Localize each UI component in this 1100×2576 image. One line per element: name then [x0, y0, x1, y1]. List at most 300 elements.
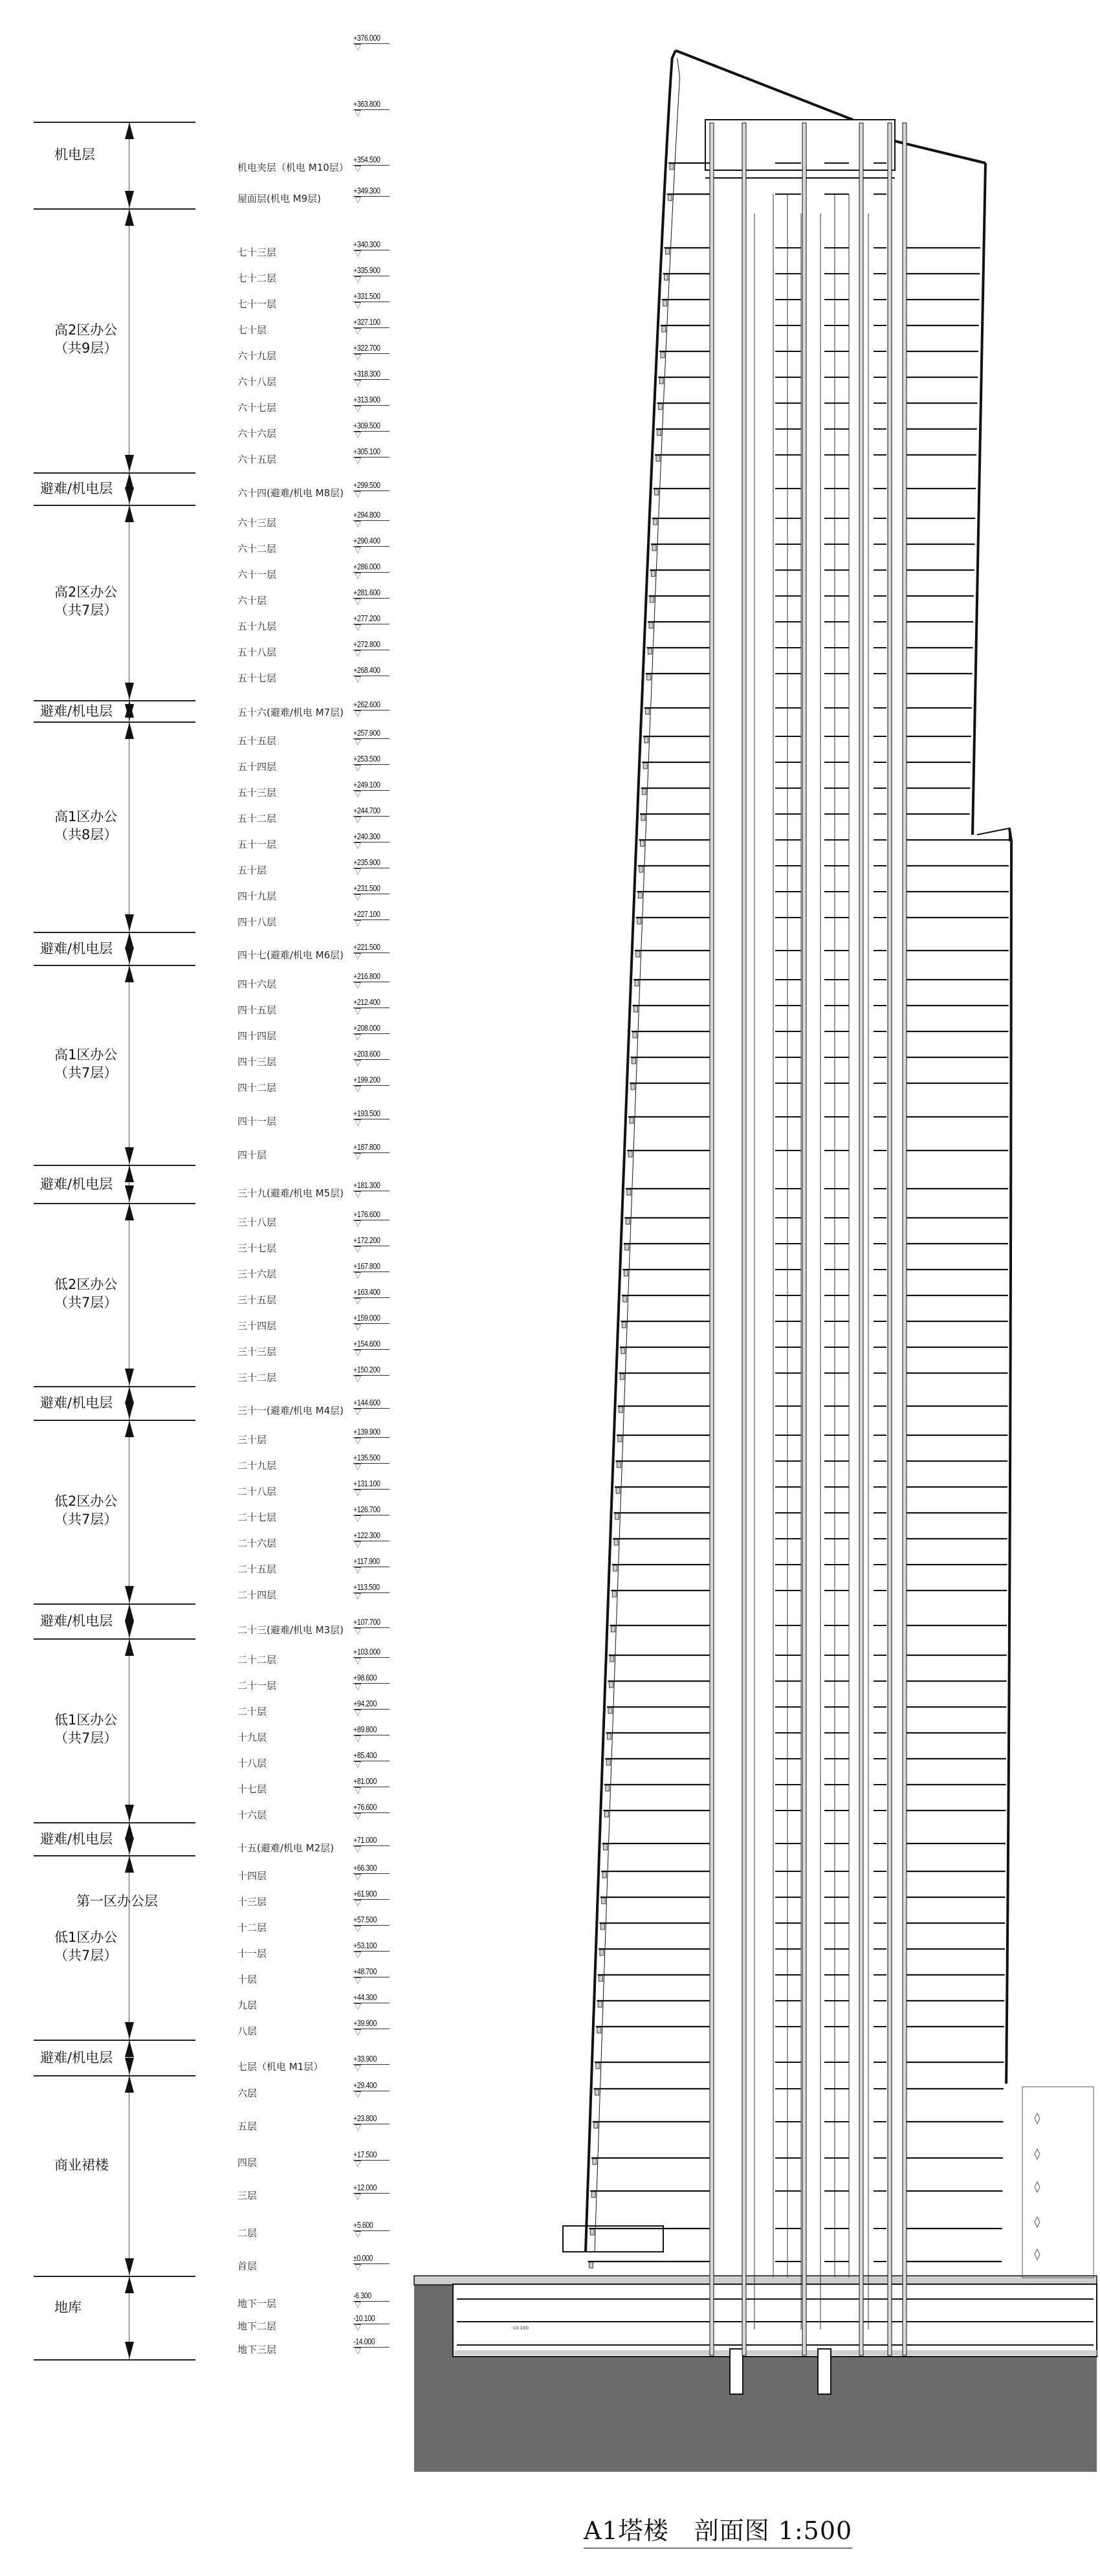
elevation-marker [353, 998, 390, 1015]
floor-label: 五十层 [237, 864, 267, 876]
edge-beam [668, 195, 672, 201]
zone-label-refuge-m1 [40, 2049, 113, 2067]
zone-floor-count: （共7层） [54, 1730, 118, 1746]
elevation-value: +305.100 [353, 446, 380, 456]
zone-label-high2-lower [54, 583, 117, 619]
zone-boundary-line [34, 208, 195, 210]
zone-boundary-line [34, 122, 195, 123]
arrowhead-down-icon [125, 914, 134, 931]
elevation-value: -6.300 [353, 2291, 371, 2300]
elevation-triangle-icon [355, 1119, 361, 1126]
elevation-triangle-icon [355, 2324, 361, 2331]
floor-label: 四十四层 [237, 1030, 277, 1042]
elevation-value: +286.000 [353, 562, 380, 571]
elevation-triangle-icon [355, 1710, 361, 1716]
elevation-value: +61.900 [353, 1889, 377, 1899]
elevator-door-icon [1035, 2182, 1040, 2192]
floor-label: 十六层 [237, 1809, 267, 1821]
edge-beam [615, 1514, 619, 1519]
elevation-marker [353, 858, 390, 875]
zone-floor-count: （共9层） [54, 340, 118, 356]
elevation-marker [353, 943, 390, 960]
elevation-marker [353, 1181, 390, 1198]
elevation-triangle-icon [355, 1628, 361, 1635]
elevation-triangle-icon [355, 491, 361, 498]
elevation-value: +294.800 [353, 510, 380, 520]
zone-name: 低2区办公 [54, 1493, 118, 1509]
elevation-marker [353, 1803, 390, 1820]
floor-label: 三十层 [237, 1434, 267, 1446]
elevation-value: +139.900 [353, 1427, 380, 1437]
elevation-triangle-icon [355, 1350, 361, 1356]
edge-beam [665, 248, 669, 254]
edge-beam [624, 1270, 628, 1276]
arrowhead-up-icon [125, 1856, 134, 1873]
arrowhead-up-icon [125, 965, 134, 982]
elevation-triangle-icon [355, 650, 361, 657]
elevation-marker [353, 972, 390, 989]
edge-beam [649, 622, 653, 628]
edge-beam [656, 456, 660, 461]
zone-floor-count: （共8层） [54, 826, 118, 842]
elevation-marker [353, 1143, 390, 1160]
floor-label: 二十四层 [237, 1589, 277, 1601]
elevation-triangle-icon [355, 2003, 361, 2010]
arrowhead-up-icon [125, 722, 134, 739]
elevation-marker [353, 1889, 390, 1906]
floor-label: 十一层 [237, 1948, 267, 1959]
elevation-marker [353, 614, 390, 631]
zone-label-refuge-m4 [40, 1394, 113, 1412]
elevation-marker [353, 562, 390, 579]
edge-beam [613, 1565, 617, 1571]
elevation-value: +44.300 [353, 1992, 377, 2002]
elevation-value: +272.800 [353, 639, 380, 649]
elevation-value: +277.200 [353, 613, 380, 623]
arrowhead-down-icon [125, 704, 134, 721]
elevation-triangle-icon [355, 302, 361, 309]
edge-beam [625, 1244, 629, 1250]
floor-label: 十五(避难/机电 M2层) [237, 1842, 335, 1854]
arrowhead-down-icon [125, 2342, 134, 2359]
floor-label: 三十四层 [237, 1320, 277, 1332]
arrowhead-up-icon [125, 2276, 134, 2293]
elevation-triangle-icon [355, 2302, 361, 2308]
elevation-marker [353, 2337, 390, 2354]
edge-beam [650, 597, 654, 602]
arrowhead-down-icon [125, 1805, 134, 1822]
elevation-value: +33.900 [353, 2054, 377, 2064]
elevation-value: +363.800 [353, 99, 380, 109]
floor-label: 九层 [237, 1999, 258, 2011]
arrowhead-down-icon [125, 2258, 134, 2275]
elevation-triangle-icon [355, 1761, 361, 1768]
edge-beam [604, 1811, 608, 1817]
elevation-marker [353, 640, 390, 657]
edge-beam [628, 1151, 632, 1157]
elevation-value: +167.800 [353, 1261, 380, 1271]
edge-beam [598, 2001, 602, 2007]
zone-boundary-line [34, 1203, 195, 1204]
floor-label: 二十七层 [237, 1512, 277, 1523]
elevation-marker [353, 186, 390, 203]
elevation-value: +85.400 [353, 1750, 377, 1760]
elevation-value: +376.000 [353, 33, 380, 43]
elevation-marker [353, 292, 390, 309]
arrowhead-up-icon [125, 209, 134, 226]
elevation-marker [353, 1967, 390, 1984]
floor-label: 五十七层 [237, 672, 277, 684]
floor-label: 五十六(避难/机电 M7层) [237, 707, 344, 718]
elevation-marker [353, 1618, 390, 1635]
elevation-triangle-icon [355, 1684, 361, 1690]
elevation-value: +349.300 [353, 186, 380, 195]
elevation-marker [353, 832, 390, 849]
elevation-value: +244.700 [353, 806, 380, 815]
arrowhead-up-icon [125, 1604, 134, 1621]
zone-boundary-line [34, 932, 195, 933]
floor-label: 六十八层 [237, 376, 277, 388]
elevation-value: +335.900 [353, 265, 380, 275]
edge-beam [597, 2027, 601, 2033]
edge-beam [621, 1348, 625, 1354]
floor-label: 十层 [237, 1974, 258, 1985]
elevation-triangle-icon [355, 1153, 361, 1160]
zone-label-refuge-m2 [40, 1830, 113, 1848]
elevation-triangle-icon [355, 1246, 361, 1253]
elevation-value: +23.800 [353, 2113, 377, 2123]
elevation-marker [353, 1647, 390, 1664]
arrowhead-down-icon [125, 1621, 134, 1638]
zone-name: 高2区办公 [54, 584, 118, 600]
zone-name: 商业裙楼 [54, 2157, 109, 2173]
elevation-triangle-icon [355, 894, 361, 901]
floor-label: 五十五层 [237, 735, 277, 747]
elevation-marker [353, 2150, 390, 2167]
floor-label: 三十七层 [237, 1242, 277, 1254]
elevation-triangle-icon [355, 1464, 361, 1470]
zone-boundary-line [34, 505, 195, 506]
elevation-marker [353, 266, 390, 283]
elevation-triangle-icon [355, 1977, 361, 1984]
arrowhead-down-icon [125, 487, 134, 504]
elevation-value: +113.500 [353, 1582, 380, 1592]
elevation-marker [353, 2019, 390, 2036]
floor-label: 三十三层 [237, 1346, 277, 1358]
elevation-value: -14.000 [353, 2337, 375, 2346]
arrowhead-up-icon [125, 1387, 134, 1404]
zone-name: 机电层 [54, 147, 95, 162]
elevation-triangle-icon [355, 573, 361, 579]
zone-label-refuge-m5 [40, 1175, 113, 1193]
elevation-triangle-icon [355, 2264, 361, 2271]
elevation-marker [353, 780, 390, 797]
elevation-triangle-icon [355, 1272, 361, 1279]
elevation-value: +131.100 [353, 1479, 380, 1488]
grade-slab [414, 2276, 1097, 2285]
elevation-marker [353, 100, 390, 116]
edge-beam [612, 1591, 616, 1597]
zone-boundary-line [34, 2276, 195, 2277]
floor-label: 四十层 [237, 1149, 267, 1161]
elevation-value: +193.500 [353, 1108, 380, 1118]
arrowhead-down-icon [125, 1369, 134, 1385]
floor-label: 四十八层 [237, 916, 277, 928]
elevation-marker [353, 2054, 390, 2071]
core-wall [888, 123, 892, 2355]
edge-beam [633, 1032, 637, 1038]
elevation-marker [353, 1557, 390, 1574]
floor-label: 屋面层(机电 M9层) [237, 193, 321, 204]
arrowhead-down-icon [125, 1586, 134, 1603]
elevation-triangle-icon [355, 739, 361, 745]
elevation-triangle-icon [355, 1787, 361, 1794]
elevation-marker [353, 481, 390, 498]
foundation-pile [818, 2349, 831, 2394]
core-wall [710, 123, 714, 2355]
floor-label: 机电夹层（机电 M10层） [237, 162, 349, 173]
edge-beam [627, 1189, 631, 1195]
arrowhead-up-icon [125, 1165, 134, 1182]
core-wall [903, 123, 907, 2355]
elevation-value: +181.300 [353, 1180, 380, 1190]
zone-boundary-line [34, 1165, 195, 1166]
elevation-marker [353, 1288, 390, 1305]
elevator-door-icon [1035, 2217, 1040, 2227]
elevation-marker [353, 1915, 390, 1932]
elevation-triangle-icon [355, 1846, 361, 1853]
edge-beam [659, 378, 663, 384]
zone-boundary-line [34, 1638, 195, 1640]
arrowhead-up-icon [125, 1639, 134, 1656]
edge-beam [644, 737, 648, 743]
elevation-marker [353, 395, 390, 412]
elevation-triangle-icon [355, 1409, 361, 1415]
elevation-value: +5.600 [353, 2220, 373, 2230]
elevation-triangle-icon [355, 2161, 361, 2167]
elevation-marker [353, 2114, 390, 2131]
floor-label: 七十层 [237, 324, 267, 336]
elevation-triangle-icon [355, 868, 361, 875]
floor-label: 八层 [237, 2025, 258, 2037]
floor-label: 五十一层 [237, 839, 277, 850]
elevation-triangle-icon [355, 1541, 361, 1548]
elevation-triangle-icon [355, 2029, 361, 2036]
zone-boundary-line [34, 1822, 195, 1823]
elevation-triangle-icon [355, 791, 361, 797]
elevation-marker [353, 884, 390, 901]
elevation-triangle-icon [355, 547, 361, 553]
arrowhead-down-icon [125, 683, 134, 699]
arrowhead-up-icon [125, 2076, 134, 2093]
elevation-marker [353, 1050, 390, 1066]
zone-boundary-line [34, 700, 195, 701]
floor-label: 六十一层 [237, 569, 277, 580]
elevation-marker [353, 700, 390, 717]
edge-beam [614, 1539, 618, 1545]
zone-name: 避难/机电层 [40, 2049, 113, 2065]
zone-name: 高1区办公 [54, 808, 118, 824]
elevation-marker [353, 1453, 390, 1470]
edge-beam [622, 1322, 626, 1328]
basement-slab [454, 2350, 1097, 2355]
edge-beam [606, 1785, 610, 1791]
elevation-marker [353, 1505, 390, 1522]
elevation-value: +53.100 [353, 1941, 377, 1950]
floor-label: 地下一层 [237, 2298, 277, 2309]
elevation-marker [353, 1109, 390, 1126]
zone-boundary-line [34, 1855, 195, 1856]
elevation-value: +126.700 [353, 1504, 380, 1514]
floor-label: 十四层 [237, 1870, 267, 1882]
edge-beam [623, 1296, 627, 1302]
elevation-triangle-icon [355, 521, 361, 527]
arrowhead-down-icon [125, 455, 134, 472]
floor-label: 首层 [237, 2260, 258, 2272]
edge-beam [608, 1734, 611, 1739]
zone-name: 避难/机电层 [40, 481, 113, 496]
zone-floor-count: （共7层） [54, 602, 118, 618]
elevation-triangle-icon [355, 2231, 361, 2238]
elevation-triangle-icon [355, 1952, 361, 1958]
elevation-marker [353, 1864, 390, 1880]
zone-label-refuge-m7 [40, 702, 113, 720]
arrowhead-down-icon [125, 1185, 134, 1202]
elevation-value: +331.500 [353, 291, 380, 301]
elevation-value: +187.800 [353, 1142, 380, 1152]
elevation-value: +203.600 [353, 1049, 380, 1059]
elevation-marker [353, 2254, 390, 2271]
elevation-triangle-icon [355, 842, 361, 849]
elevation-value: +159.000 [353, 1313, 380, 1323]
floor-label: 四十二层 [237, 1082, 277, 1094]
floor-label: 二层 [237, 2227, 258, 2239]
edge-beam [654, 519, 657, 525]
edge-beam [631, 1084, 635, 1090]
edge-beam [637, 918, 641, 924]
arrowhead-down-icon [125, 191, 134, 208]
elevation-marker [353, 1210, 390, 1227]
roof-slope-east [895, 141, 985, 163]
zone-label-basement [54, 2298, 82, 2317]
arrowhead-up-icon [125, 1204, 134, 1220]
elevation-triangle-icon [355, 250, 361, 257]
elevation-marker [353, 1531, 390, 1548]
elevation-value: +150.200 [353, 1365, 380, 1374]
elevation-value: +103.000 [353, 1647, 380, 1657]
zone-name: 避难/机电层 [40, 1395, 113, 1411]
edge-beam [640, 841, 644, 846]
edge-beam [661, 352, 665, 358]
floor-label: 三十九(避难/机电 M5层) [237, 1187, 344, 1199]
elevation-value: +235.900 [353, 857, 380, 867]
floor-label: 四层 [237, 2157, 258, 2168]
elevation-value: +262.600 [353, 699, 380, 709]
elevation-triangle-icon [355, 817, 361, 823]
elevation-value: +94.200 [353, 1699, 377, 1708]
floor-label: 五十四层 [237, 761, 277, 773]
zone-label-high1-upper [54, 808, 117, 844]
floor-label: 十二层 [237, 1922, 267, 1933]
floor-label: 六十六层 [237, 428, 277, 439]
elevation-marker [353, 1075, 390, 1092]
zone-boundary-line [34, 965, 195, 966]
elevation-marker [353, 536, 390, 553]
elevation-marker [353, 369, 390, 386]
edge-beam [636, 951, 640, 957]
floor-label: 地下三层 [237, 2344, 277, 2355]
basement-elevation-marker: -10.100 [511, 2326, 529, 2331]
edge-beam [619, 1407, 623, 1413]
edge-beam [602, 1898, 606, 1904]
floor-label: 四十三层 [237, 1056, 277, 1068]
elevation-triangle-icon [355, 1060, 361, 1066]
floor-label: 十九层 [237, 1732, 267, 1743]
elevation-value: +39.900 [353, 2018, 377, 2028]
elevation-triangle-icon [355, 1191, 361, 1198]
elevation-marker [353, 806, 390, 823]
elevation-value: +144.600 [353, 1398, 380, 1407]
arrowhead-down-icon [125, 1838, 134, 1855]
edge-beam [665, 274, 668, 280]
elevation-value: +208.000 [353, 1023, 380, 1033]
elevation-marker [353, 1836, 390, 1853]
elevation-triangle-icon [355, 457, 361, 464]
elevation-triangle-icon [355, 1376, 361, 1382]
edge-beam [618, 1436, 622, 1442]
elevation-value: +199.200 [353, 1075, 380, 1084]
elevation-value: +327.100 [353, 317, 380, 327]
elevation-marker [353, 1725, 390, 1742]
elevation-marker [353, 421, 390, 438]
zone-label-low2-upper [54, 1275, 117, 1312]
elevation-value: +290.400 [353, 536, 380, 545]
edge-beam [643, 789, 646, 795]
zone-label-high2-upper [54, 321, 117, 357]
edge-beam [635, 980, 639, 986]
elevation-triangle-icon [355, 2348, 361, 2354]
elevation-triangle-icon [355, 2194, 361, 2200]
elevation-triangle-icon [355, 44, 361, 50]
elevator-door-icon [1035, 2113, 1040, 2124]
elevation-triangle-icon [355, 920, 361, 927]
arrowhead-down-icon [125, 2022, 134, 2039]
elevation-marker [353, 344, 390, 360]
floor-label: 四十六层 [237, 978, 277, 990]
elevation-marker [353, 910, 390, 927]
floor-label: 五十二层 [237, 813, 277, 824]
drawing-title: A1塔楼 剖面图 1:500 [584, 2511, 852, 2549]
core-wall [859, 123, 863, 2355]
arrowhead-up-icon [125, 1420, 134, 1437]
edge-beam [648, 648, 652, 654]
floor-label: 二十六层 [237, 1537, 277, 1549]
zone-floor-count: （共7层） [54, 1294, 118, 1310]
elevation-triangle-icon [355, 1034, 361, 1040]
zone-label-mep-top [54, 146, 95, 164]
zone-name: 低1区办公 [54, 1712, 118, 1728]
elevation-value: +231.500 [353, 883, 380, 893]
edge-beam [595, 2089, 599, 2095]
east-facade-lower [1006, 828, 1011, 2084]
edge-beam [611, 1626, 615, 1632]
elevation-marker [353, 511, 390, 527]
floor-label: 五层 [237, 2120, 258, 2132]
elevation-marker [353, 1993, 390, 2010]
elevation-triangle-icon [355, 676, 361, 683]
floor-annotation-column [0, 0, 414, 2576]
elevation-triangle-icon [355, 953, 361, 960]
